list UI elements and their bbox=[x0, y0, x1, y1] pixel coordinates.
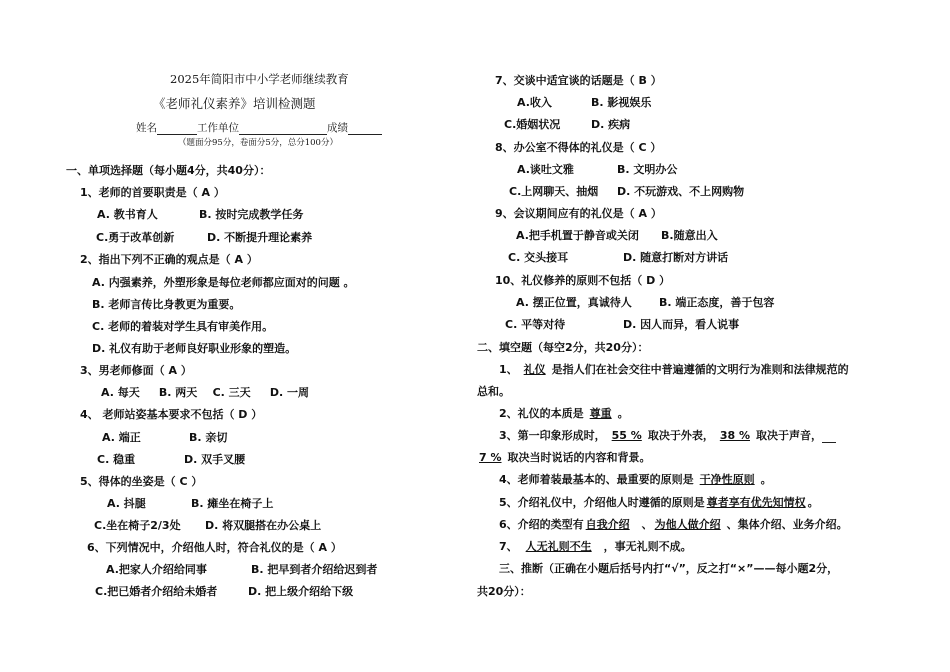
unit-label: 工作单位 bbox=[197, 122, 239, 134]
q1-option-b: B. 按时完成教学任务 bbox=[199, 208, 304, 221]
fill-6-answer-2[interactable]: 为他人做介绍 bbox=[654, 518, 721, 531]
name-blank[interactable] bbox=[157, 122, 197, 135]
q8-option-d: D. 不玩游戏、不上网购物 bbox=[617, 185, 745, 198]
fill-5-text: 5、介绍礼仪中，介绍他人时遵循的原则是 bbox=[499, 496, 705, 509]
fill-6-separator: 、 bbox=[641, 518, 653, 531]
fill-3-continued bbox=[477, 451, 651, 465]
fill-6-answer-1[interactable]: 自我介绍 bbox=[585, 518, 630, 531]
fill-1-number: 1、 bbox=[499, 363, 518, 376]
fill-4 bbox=[499, 473, 772, 487]
q5-stem: 5、得体的坐姿是（ C ） bbox=[80, 475, 203, 488]
fill-3-mid-1: 取决于外表， bbox=[647, 429, 714, 442]
score-blank[interactable] bbox=[348, 122, 382, 135]
fill-7 bbox=[499, 540, 692, 554]
q5-option-c: C.坐在椅子2/3处 bbox=[94, 519, 181, 532]
fill-7-answer[interactable]: 人无礼则不生 bbox=[525, 540, 592, 553]
student-info-line bbox=[136, 121, 382, 135]
q9-stem: 9、会议期间应有的礼仪是（ A ） bbox=[495, 207, 662, 220]
fill-4-end: 。 bbox=[760, 473, 772, 486]
q1-option-d: D. 不断提升理论素养 bbox=[207, 231, 313, 244]
fill-7-end: ，事无礼则不成。 bbox=[603, 540, 692, 553]
q10-option-a: A. 摆正位置，真诚待人 bbox=[516, 296, 632, 309]
fill-2-text: 2、礼仪的本质是 bbox=[499, 407, 584, 420]
q2-stem: 2、指出下列不正确的观点是（ A ） bbox=[80, 253, 258, 266]
fill-1-text: 是指人们在社会交往中普遍遵循的文明行为准则和法律规范的 bbox=[551, 363, 849, 376]
fill-3-answer-2[interactable]: 38 % bbox=[719, 429, 750, 442]
q5-option-a: A. 抖腿 bbox=[107, 497, 146, 510]
q7-stem: 7、交谈中适宜谈的话题是（ B ） bbox=[495, 74, 662, 87]
q10-option-c: C. 平等对待 bbox=[505, 318, 566, 331]
q3-options: A. 每天 B. 两天 C. 三天 D. 一周 bbox=[101, 386, 309, 399]
fill-3-answer-1[interactable]: 55 % bbox=[611, 429, 642, 442]
fill-6-text: 6、介绍的类型有 bbox=[499, 518, 584, 531]
fill-5 bbox=[499, 496, 819, 510]
q5-option-b: B. 瘫坐在椅子上 bbox=[191, 497, 274, 510]
q6-option-b: B. 把早到者介绍给迟到者 bbox=[251, 563, 378, 576]
fill-1-continued: 总和。 bbox=[477, 385, 510, 398]
q4-option-b: B. 亲切 bbox=[189, 431, 228, 444]
q6-option-d: D. 把上级介绍给下级 bbox=[248, 585, 354, 598]
q2-option-d: D. 礼仪有助于老师良好职业形象的塑造。 bbox=[92, 342, 297, 355]
section1-heading: 一、单项选择题（每小题4分，共40分）： bbox=[66, 164, 271, 177]
section3-heading: 三、推断（正确在小题后括号内打“√”，反之打“×”——每小题2分， bbox=[499, 562, 839, 575]
score-label: 成绩 bbox=[327, 122, 348, 134]
fill-5-end: 。 bbox=[807, 496, 819, 509]
fill-3 bbox=[499, 429, 836, 443]
unit-blank[interactable] bbox=[239, 122, 327, 135]
fill-5-answer[interactable]: 尊者享有优先知情权 bbox=[706, 496, 806, 509]
q9-option-b: B.随意出入 bbox=[661, 229, 718, 242]
q10-option-b: B. 端正态度，善于包容 bbox=[659, 296, 775, 309]
q8-option-b: B. 文明办公 bbox=[617, 163, 678, 176]
q7-option-a: A.收入 bbox=[517, 96, 552, 109]
fill-7-number: 7、 bbox=[499, 540, 518, 553]
q10-option-d: D. 因人而异，看人说事 bbox=[623, 318, 740, 331]
fill-3-line-end bbox=[822, 430, 836, 443]
fill-1-answer[interactable]: 礼仪 bbox=[523, 363, 546, 376]
q5-option-d: D. 将双腿搭在办公桌上 bbox=[205, 519, 322, 532]
q6-option-c: C.把已婚者介绍给未婚者 bbox=[95, 585, 218, 598]
fill-4-answer[interactable]: 干净性原则 bbox=[699, 473, 755, 486]
q9-option-a: A.把手机置于静音或关闭 bbox=[516, 229, 639, 242]
q6-option-a: A.把家人介绍给同事 bbox=[106, 563, 207, 576]
q7-option-c: C.婚姻状况 bbox=[504, 118, 561, 131]
name-label: 姓名 bbox=[136, 122, 157, 134]
q9-option-d: D. 随意打断对方讲话 bbox=[623, 251, 729, 264]
q4-option-d: D. 双手叉腰 bbox=[184, 453, 246, 466]
q8-stem: 8、办公室不得体的礼仪是（ C ） bbox=[495, 141, 662, 154]
fill-2-answer[interactable]: 尊重 bbox=[589, 407, 612, 420]
fill-3-end: 取决当时说话的内容和背景。 bbox=[507, 451, 651, 464]
fill-1 bbox=[499, 363, 849, 377]
q4-stem: 4、 老师站姿基本要求不包括（ D ） bbox=[80, 408, 263, 421]
q10-stem: 10、礼仪修养的原则不包括（ D ） bbox=[495, 274, 671, 287]
fill-2-end: 。 bbox=[617, 407, 629, 420]
q3-stem: 3、男老师修面（ A ） bbox=[80, 364, 192, 377]
q9-option-c: C. 交头接耳 bbox=[508, 251, 569, 264]
q7-option-b: B. 影视娱乐 bbox=[591, 96, 652, 109]
fill-3-mid-2: 取决于声音， bbox=[756, 429, 822, 442]
fill-6-end: 、集体介绍、业务介绍。 bbox=[726, 518, 848, 531]
fill-2 bbox=[499, 407, 629, 421]
section2-heading: 二、填空题（每空2分，共20分）： bbox=[477, 341, 649, 354]
q4-option-a: A. 端正 bbox=[102, 431, 141, 444]
score-note: （题面分95分，卷面分5分，总分100分） bbox=[178, 138, 338, 148]
q2-option-b: B. 老师言传比身教更为重要。 bbox=[92, 298, 241, 311]
q6-stem: 6、下列情况中，介绍他人时，符合礼仪的是（ A ） bbox=[87, 541, 342, 554]
q8-option-c: C.上网聊天、抽烟 bbox=[509, 185, 599, 198]
q7-option-d: D. 疾病 bbox=[591, 118, 631, 131]
section3-heading-continued: 共20分）： bbox=[477, 585, 531, 598]
q1-stem: 1、老师的首要职责是（ A ） bbox=[80, 186, 225, 199]
q4-option-c: C. 稳重 bbox=[97, 453, 136, 466]
fill-6 bbox=[499, 518, 848, 532]
q1-option-a: A. 教书育人 bbox=[97, 208, 158, 221]
fill-3-text: 3、第一印象形成时， bbox=[499, 429, 606, 442]
q2-option-c: C. 老师的着装对学生具有审美作用。 bbox=[92, 320, 274, 333]
q1-option-c: C.勇于改革创新 bbox=[96, 231, 175, 244]
fill-4-text: 4、老师着装最基本的、最重要的原则是 bbox=[499, 473, 694, 486]
q2-option-a: A. 内强素养，外塑形象是每位老师都应面对的问题 。 bbox=[92, 276, 355, 289]
fill-3-answer-3[interactable]: 7 % bbox=[479, 451, 502, 464]
exam-title: 2025年简阳市中小学老师继续教育 bbox=[170, 72, 349, 86]
exam-subtitle: 《老师礼仪素养》培训检测题 bbox=[153, 96, 316, 111]
q8-option-a: A.谈吐文雅 bbox=[517, 163, 574, 176]
